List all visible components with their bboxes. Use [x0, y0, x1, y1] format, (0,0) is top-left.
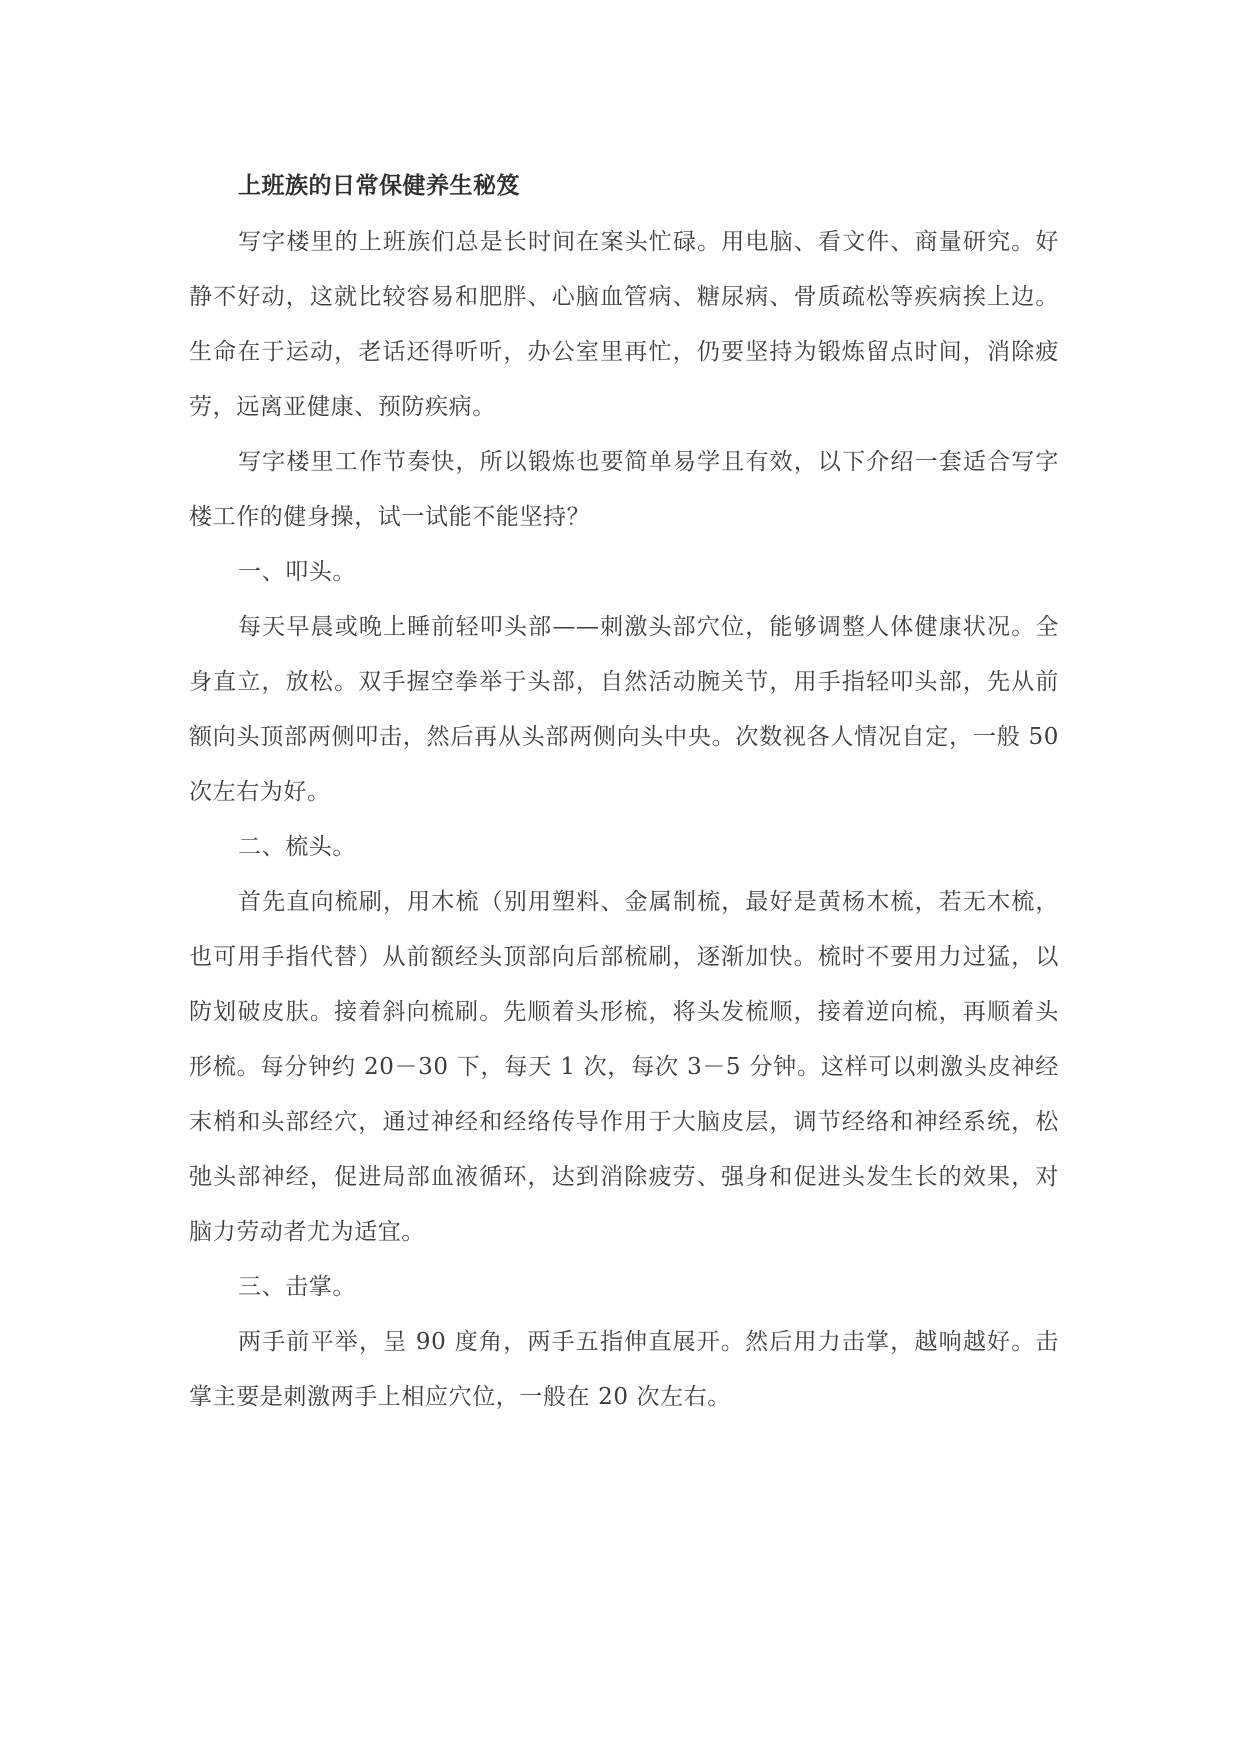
document-title: 上班族的日常保健养生秘笈 [238, 172, 520, 199]
paragraph-knock-head: 每天早晨或晚上睡前轻叩头部——刺激头部穴位，能够调整人体健康状况。全身直立，放松。双手握空拳举于头部，自然活动腕关节，用手指轻叩头部，先从前额向头顶部两侧叩击，然后再从头部两侧向头中央。次数视各人情况自定，一般 50 次左右为好。 [189, 614, 1059, 805]
section-heading-comb-hair: 二、梳头。 [238, 834, 356, 860]
paragraph-intro: 写字楼里的上班族们总是长时间在案头忙碌。用电脑、看文件、商量研究。好静不好动，这就比较容易和肥胖、心脑血管病、糖尿病、骨质疏松等疾病挨上边。生命在于运动，老话还得听听，办公室里再忙，仍要坚持为锻炼留点时间，消除疲劳，远离亚健康、预防疾病。 [189, 229, 1059, 420]
section-heading-clap-hands: 三、击掌。 [238, 1274, 356, 1300]
paragraph-comb-hair: 首先直向梳刷，用木梳（别用塑料、金属制梳，最好是黄杨木梳，若无木梳，也可用手指代替）从前额经头顶部向后部梳刷，逐渐加快。梳时不要用力过猛，以防划破皮肤。接着斜向梳刷。先顺着头形梳，将头发梳顺，接着逆向梳，再顺着头形梳。每分钟约 20－30 下，每天 1 次，每次 3－5 分钟。这样可以刺激头皮神经末梢和头部经穴，通过神经和经络传导作用于大脑皮层，调节经络和神经系统，松弛头部神经，促进局部血液循环，达到消除疲劳、强身和促进头发生长的效果，对脑力劳动者尤为适宜。 [189, 889, 1059, 1245]
document-body [189, 163, 1059, 1425]
paragraph-exercise-intro: 写字楼里工作节奏快，所以锻炼也要简单易学且有效，以下介绍一套适合写字楼工作的健身操，试一试能不能坚持？ [189, 449, 1059, 530]
paragraph-clap-hands: 两手前平举，呈 90 度角，两手五指伸直展开。然后用力击掌，越响越好。击掌主要是刺激两手上相应穴位，一般在 20 次左右。 [189, 1329, 1059, 1410]
section-heading-knock-head: 一、叩头。 [238, 559, 356, 585]
